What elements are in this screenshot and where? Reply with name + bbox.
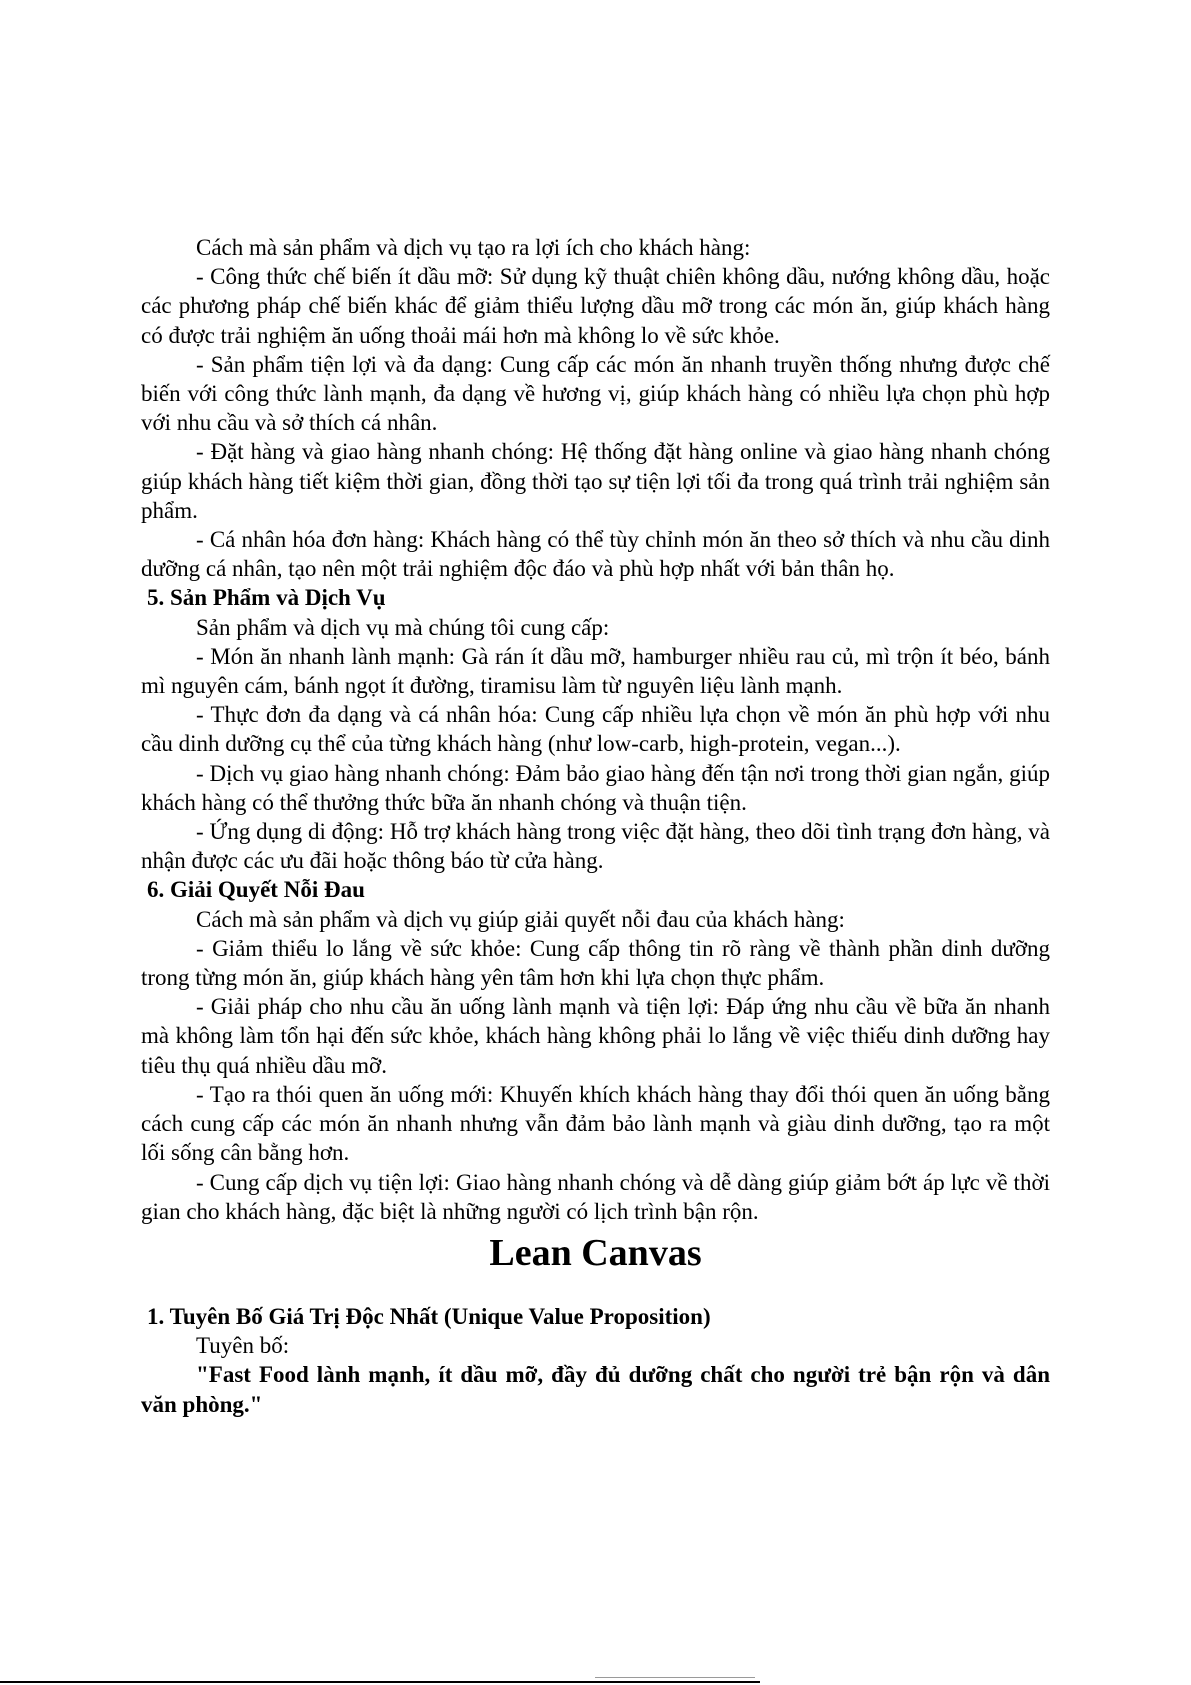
product-item: - Ứng dụng di động: Hỗ trợ khách hàng trong việc đặt hàng, theo dõi tình trạng đơn hàng, và nhận được các ưu đãi hoặc thông báo từ cửa hàng. xyxy=(141,819,1050,874)
pain-relief-item: - Giải pháp cho nhu cầu ăn uống lành mạnh và tiện lợi: Đáp ứng nhu cầu về bữa ăn nhanh mà không làm tổn hại đến sức khỏe, khách hàng không phải lo lắng về việc thiếu dinh dưỡng hay tiêu thụ quá nhiều dầu mỡ. xyxy=(141,994,1050,1078)
page-edge-mark xyxy=(595,1677,755,1678)
product-item: - Món ăn nhanh lành mạnh: Gà rán ít dầu mỡ, hamburger nhiều rau củ, mì trộn ít béo, bánh mì nguyên cám, bánh ngọt ít đường, tiramisu làm từ nguyên liệu lành mạnh. xyxy=(141,643,1050,699)
section-5-heading: 5. Sản Phẩm và Dịch Vụ xyxy=(147,585,386,611)
benefit-item: - Đặt hàng và giao hàng nhanh chóng: Hệ thống đặt hàng online và giao hàng nhanh chóng giúp khách hàng tiết kiệm thời gian, đồng thời tạo sự tiện lợi tối đa trong quá trình trải nghiệm sản phẩm. xyxy=(141,439,1050,523)
product-item: - Dịch vụ giao hàng nhanh chóng: Đảm bảo giao hàng đến tận nơi trong thời gian ngắn, giúp khách hàng có thể thưởng thức bữa ăn nhanh chóng và thuận tiện. xyxy=(141,760,1050,815)
section-5-intro: Sản phẩm và dịch vụ mà chúng tôi cung cấp: xyxy=(196,614,610,640)
benefit-item: - Công thức chế biến ít dầu mỡ: Sử dụng kỹ thuật chiên không dầu, nướng không dầu, hoặc các phương pháp chế biến khác để giảm thiểu lượng dầu mỡ trong các món ăn, giúp khách hàng có được trải nghiệm ăn uống thoải mái hơn mà không lo về sức khỏe. xyxy=(141,264,1050,348)
document-body xyxy=(141,233,1050,1419)
uvp-label: Tuyên bố: xyxy=(196,1333,290,1359)
benefit-item: - Cá nhân hóa đơn hàng: Khách hàng có thể tùy chỉnh món ăn theo sở thích và nhu cầu dinh dưỡng cá nhân, tạo nên một trải nghiệm độc đáo và phù hợp nhất với bản thân họ. xyxy=(141,527,1050,582)
lean-canvas-title: Lean Canvas xyxy=(489,1231,702,1274)
pain-relief-item: - Tạo ra thói quen ăn uống mới: Khuyến khích khách hàng thay đổi thói quen ăn uống bằng cách cung cấp các món ăn nhanh nhưng vẫn đảm bảo lành mạnh và giàu dinh dưỡng, tạo ra một lối sống cân bằng hơn. xyxy=(141,1081,1050,1166)
page-bottom-rule xyxy=(0,1681,760,1683)
section-6-intro: Cách mà sản phẩm và dịch vụ giúp giải quyết nỗi đau của khách hàng: xyxy=(196,906,845,932)
uvp-statement: "Fast Food lành mạnh, ít dầu mỡ, đầy đủ dưỡng chất cho người trẻ bận rộn và dân văn phòng." xyxy=(141,1362,1050,1417)
product-item: - Thực đơn đa dạng và cá nhân hóa: Cung cấp nhiều lựa chọn về món ăn phù hợp với nhu cầu dinh dưỡng cụ thể của từng khách hàng (như low-carb, high-protein, vegan...). xyxy=(141,702,1050,757)
section-6-heading: 6. Giải Quyết Nỗi Đau xyxy=(147,877,365,903)
benefit-item: - Sản phẩm tiện lợi và đa dạng: Cung cấp các món ăn nhanh truyền thống nhưng được chế biến với công thức lành mạnh, đa dạng về hương vị, giúp khách hàng có nhiều lựa chọn phù hợp với nhu cầu và sở thích cá nhân. xyxy=(141,351,1050,436)
benefits-intro: Cách mà sản phẩm và dịch vụ tạo ra lợi ích cho khách hàng: xyxy=(196,235,751,260)
pain-relief-item: - Giảm thiểu lo lắng về sức khỏe: Cung cấp thông tin rõ ràng về thành phần dinh dưỡng trong từng món ăn, giúp khách hàng yên tâm hơn khi lựa chọn thực phẩm. xyxy=(141,935,1050,991)
pain-relief-item: - Cung cấp dịch vụ tiện lợi: Giao hàng nhanh chóng và dễ dàng giúp giảm bớt áp lực về thời gian cho khách hàng, đặc biệt là những người có lịch trình bận rộn. xyxy=(141,1169,1050,1224)
uvp-heading: 1. Tuyên Bố Giá Trị Độc Nhất (Unique Value Proposition) xyxy=(147,1303,711,1329)
